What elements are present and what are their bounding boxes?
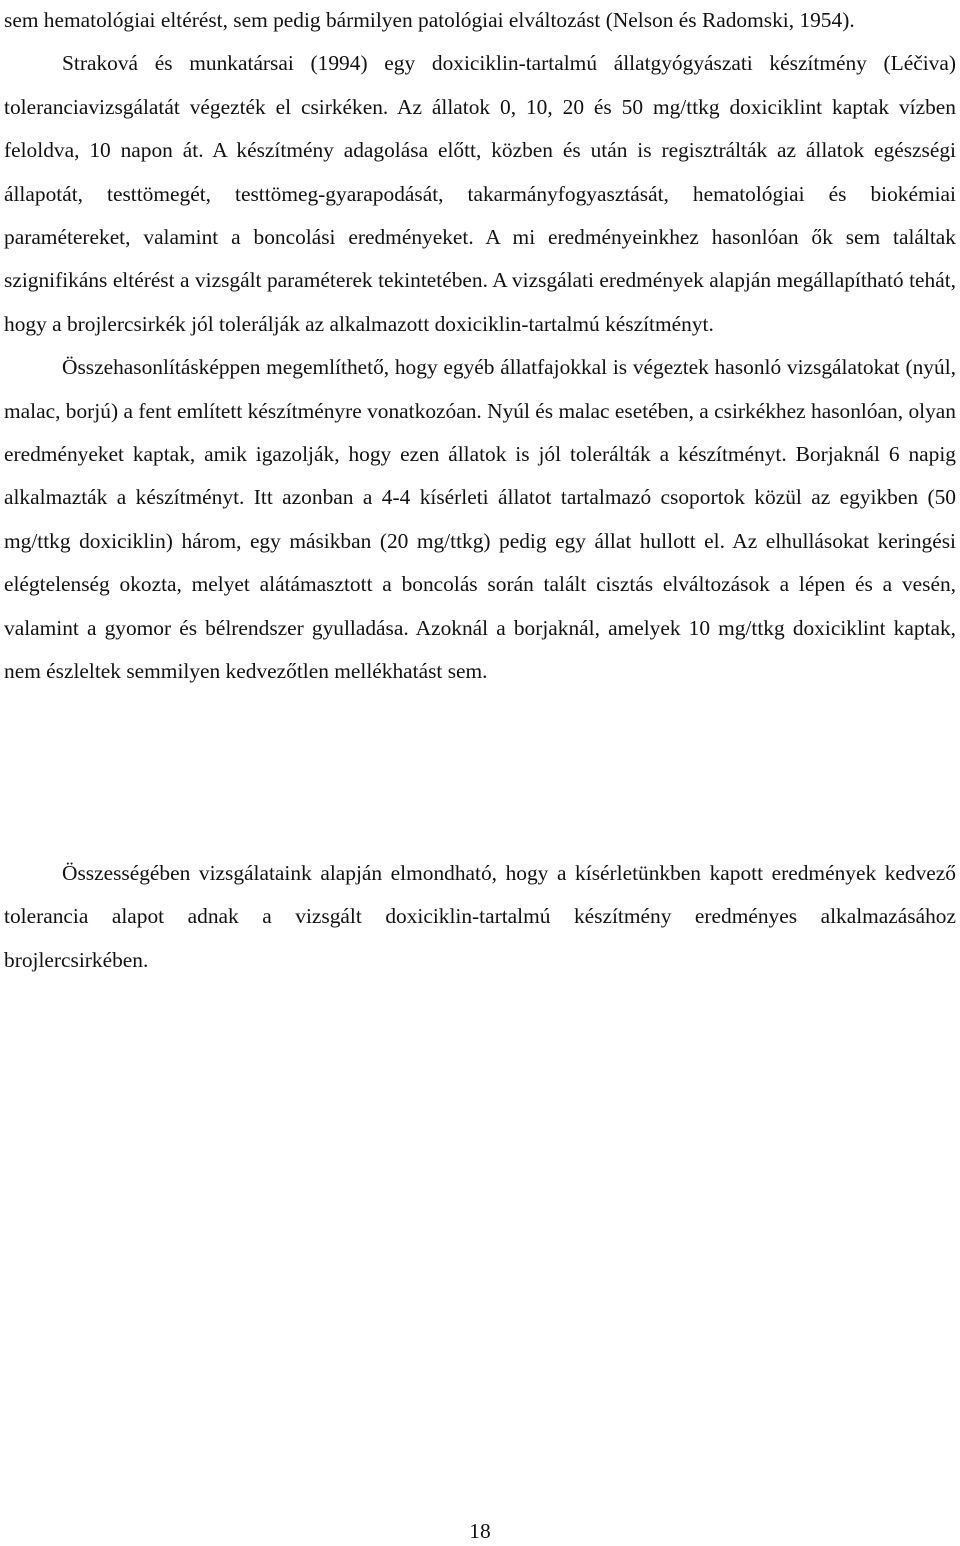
paragraph-comparison: Összehasonlításképpen megemlíthető, hogy egyéb állatfajokkal is végeztek hasonló vizsgálatokat (nyúl, malac, borjú) a fent említett készítményre vonatkozóan. Nyúl és malac esetében, a csirkékhez hasonlóan, olyan eredményeket kaptak, amik igazolják, hogy ezen állatok is jól tolerálták a készítményt. Borjaknál 6 napig alkalmazták a készítményt. Itt azonban a 4-4 kísérleti állatot tartalmazó csoportok közül az egyikben (50 mg/ttkg doxiciklin) három, egy másikban (20 mg/ttkg) pedig egy állat hullott el. Az elhullásokat keringési elégtelenség okozta, melyet alátámasztott a boncolás során talált cisztás elváltozások a lépen és a vesén, valamint a gyomor és bélrendszer gyulladása. Azoknál a borjaknál, amelyek 10 mg/ttkg doxiciklint kaptak, nem észleltek semmilyen kedvezőtlen mellékhatást sem. — [4, 355, 956, 684]
body-text-section — [4, 0, 956, 694]
paragraph-strakova-study: Straková és munkatársai (1994) egy doxiciklin-tartalmú állatgyógyászati készítmény (Léčiva) toleranciavizsgálatát végezték el csirkéken. Az állatok 0, 10, 20 és 50 mg/ttkg doxiciklint kaptak vízben feloldva, 10 napon át. A készítmény adagolása előtt, közben és után is regisztrálták az állatok egészségi állapotát, testtömegét, testtömeg-gyarapodását, takarmányfogyasztását, hematológiai és biokémiai paramétereket, valamint a boncolási eredményeket. A mi eredményeinkhez hasonlóan ők sem találtak szignifikáns eltérést a vizsgált paraméterek tekintetében. A vizsgálati eredmények alapján megállapítható tehát, hogy a brojlercsirkék jól tolerálják az alkalmazott doxiciklin-tartalmú készítményt. — [4, 51, 956, 336]
conclusion-paragraph — [4, 852, 956, 982]
conclusion-text: Összességében vizsgálataink alapján elmondható, hogy a kísérletünkben kapott eredmények kedvező tolerancia alapot adnak a vizsgált doxiciklin-tartalmú készítmény eredményes alkalmazásához brojlercsirkében. — [4, 861, 956, 972]
page-number: 18 — [469, 1519, 491, 1543]
continued-paragraph: sem hematológiai eltérést, sem pedig bármilyen patológiai elváltozást (Nelson és Radomski, 1954). — [4, 8, 855, 32]
